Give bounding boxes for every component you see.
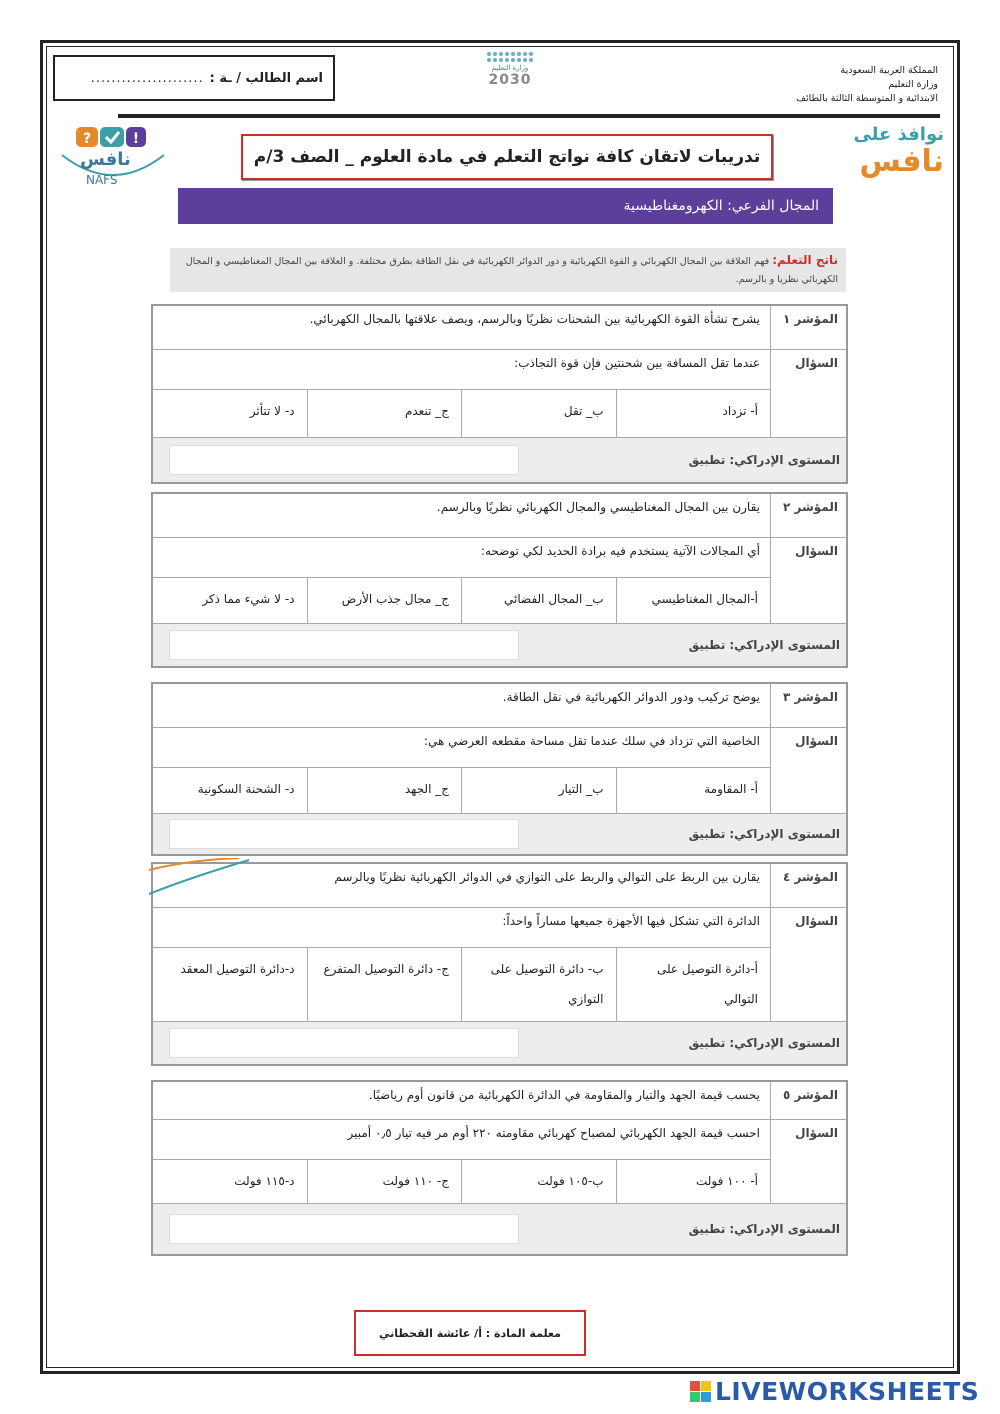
choice-c[interactable]: ج- ١١٠ فولت: [307, 1160, 462, 1203]
cognitive-level-row: [153, 438, 846, 482]
choice-d[interactable]: د- لا تتأثر: [249, 404, 295, 418]
answer-input[interactable]: [169, 630, 519, 660]
student-name-label: اسم الطالب / ـة :: [209, 70, 323, 86]
question-text: الدائرة التي تشكل فيها الأجهزة جميعها مساراً واحداً:: [153, 908, 770, 948]
svg-text:?: ?: [82, 131, 92, 147]
learning-outcome-text: فهم العلاقة بين المجال الكهربائي و القوة الكهربائية و دور الدوائر الكهربائية في نقل الطاقة بطرق مختلفة. و العلاقة بين المجال المغناطيسي و المجال الكهربائي نظريا و بالرسم.: [185, 256, 838, 285]
indicator-block-5: [151, 1080, 848, 1256]
indicator-label: المؤشر ٥: [770, 1082, 846, 1119]
answer-input[interactable]: [169, 819, 519, 849]
choice-b[interactable]: ب-١٠٥ فولت: [461, 1160, 616, 1203]
indicator-text: يشرح نشأة القوة الكهربائية بين الشحنات نظريًا وبالرسم، ويصف علاقتها بالمجال الكهربائي.: [309, 312, 760, 326]
cognitive-level-value: تطبيق: [688, 638, 726, 652]
indicator-label: المؤشر ٢: [770, 494, 846, 537]
cognitive-level-row: [153, 1204, 846, 1254]
choice-b[interactable]: ب_ المجال الفضائي: [461, 578, 616, 623]
question-text: احسب قيمة الجهد الكهربائي لمصباح كهربائي مقاومته ٢٢٠ أوم مر فيه تيار ٠٫٥ أمبير: [153, 1120, 770, 1160]
cognitive-level-label: المستوى الإدراكي:: [729, 827, 840, 841]
indicator-label: المؤشر ٣: [770, 684, 846, 727]
question-label: السؤال: [770, 908, 846, 1021]
nawafeth-logo-line1: نوافذ على: [853, 124, 944, 145]
choice-b[interactable]: ب_ التيار: [461, 768, 616, 813]
nafs-logo: [58, 125, 168, 191]
indicator-text: يقارن بين الربط على التوالي والربط على التوازي في الدوائر الكهربائية نظريًا وبالرسم: [334, 870, 760, 884]
indicator-label: المؤشر ١: [770, 306, 846, 349]
decorative-swoosh-icon: [149, 858, 259, 898]
cognitive-level-row: [153, 1022, 846, 1064]
choice-b[interactable]: ب_ تقل: [461, 390, 616, 437]
cognitive-level-value: تطبيق: [688, 1222, 726, 1236]
cognitive-level-row: [153, 814, 846, 854]
question-label: السؤال: [770, 728, 846, 813]
indicator-text: يحسب قيمة الجهد والتيار والمقاومة في الدائرة الكهربائية من قانون أوم رياضيًا.: [368, 1088, 760, 1102]
choice-b[interactable]: ب- دائرة التوصيل على التوازي: [461, 948, 616, 1021]
question-text: أي المجالات الآتية يستخدم فيه برادة الحديد لكي توضحه:: [153, 538, 770, 578]
student-name-box[interactable]: [53, 55, 335, 101]
liveworksheets-brand: LIVEWORKSHEETS: [715, 1376, 980, 1406]
indicator-block-3: [151, 682, 848, 856]
ministry-line-3: الابتدائية و المتوسطة الثالثة بالطائف: [796, 93, 938, 104]
choice-a[interactable]: أ- ١٠٠ فولت: [616, 1160, 771, 1203]
choice-a[interactable]: أ- المقاومة: [616, 768, 771, 813]
ministry-logo-dots: [462, 52, 558, 62]
choice-d[interactable]: د-دائرة التوصيل المعقد: [180, 962, 295, 976]
vision-2030-text: 2030: [488, 72, 532, 88]
choice-d[interactable]: د- الشحنة السكونية: [197, 782, 295, 796]
ministry-logo-text: وزارة التعليم: [491, 64, 529, 72]
choice-a[interactable]: أ-دائرة التوصيل على التوالي: [616, 948, 771, 1021]
choice-d[interactable]: د- لا شيء مما ذكر: [202, 592, 295, 606]
cognitive-level-label: المستوى الإدراكي:: [729, 638, 840, 652]
cognitive-level-label: المستوى الإدراكي:: [729, 453, 840, 467]
answer-input[interactable]: [169, 445, 519, 475]
ministry-line-2: وزارة التعليم: [888, 79, 938, 90]
question-text: الخاصية التي تزداد في سلك عندما تقل مساحة مقطعه العرضي هي:: [153, 728, 770, 768]
subdomain-bar: المجال الفرعي: الكهرومغناطيسية: [178, 188, 833, 224]
choice-d[interactable]: د-١١٥ فولت: [234, 1174, 295, 1188]
nawafeth-nafs-logo: [834, 124, 944, 190]
choice-c[interactable]: ج_ تنعدم: [307, 390, 462, 437]
choice-a[interactable]: أ- تزداد: [616, 390, 771, 437]
cognitive-level-row: [153, 624, 846, 666]
indicator-text: يوضح تركيب ودور الدوائر الكهربائية في نقل الطاقة.: [502, 690, 760, 704]
question-label: السؤال: [770, 350, 846, 437]
student-name-dots: ......................: [90, 70, 204, 86]
learning-outcome-label: ناتج التعلم:: [772, 253, 838, 267]
indicator-block-1: [151, 304, 848, 484]
ministry-line-1: المملكة العربية السعودية: [840, 65, 938, 76]
ministry-header-text: [738, 64, 938, 106]
indicator-block-4: [151, 862, 848, 1066]
nafs-logo-english: NAFS: [86, 173, 118, 187]
svg-text:!: !: [132, 131, 140, 147]
indicator-text: يقارن بين المجال المغناطيسي والمجال الكهربائي نظريًا وبالرسم.: [436, 500, 760, 514]
choice-a[interactable]: أ-المجال المغناطيسي: [616, 578, 771, 623]
indicator-label: المؤشر ٤: [770, 864, 846, 907]
choice-c[interactable]: ج- دائرة التوصيل المتفرع: [307, 948, 462, 1021]
ministry-vision-logo: [462, 52, 558, 102]
nawafeth-logo-line2: نافس: [859, 144, 944, 179]
answer-input[interactable]: [169, 1028, 519, 1058]
question-text: عندما تقل المسافة بين شحنتين فإن قوة التجاذب:: [153, 350, 770, 390]
question-label: السؤال: [770, 1120, 846, 1203]
indicator-block-2: [151, 492, 848, 668]
cognitive-level-label: المستوى الإدراكي:: [729, 1036, 840, 1050]
liveworksheets-squares-icon: [690, 1381, 711, 1402]
learning-outcome: [170, 248, 846, 292]
choice-c[interactable]: ج_ مجال جذب الأرض: [307, 578, 462, 623]
cognitive-level-value: تطبيق: [688, 827, 726, 841]
answer-input[interactable]: [169, 1214, 519, 1244]
cognitive-level-value: تطبيق: [688, 453, 726, 467]
nafs-logo-arabic: نافس: [80, 149, 131, 170]
header-divider: [118, 114, 940, 118]
cognitive-level-label: المستوى الإدراكي:: [729, 1222, 840, 1236]
worksheet-title: تدريبات لاتقان كافة نواتج التعلم في مادة العلوم _ الصف 3/م: [241, 134, 773, 180]
choice-c[interactable]: ج_ الجهد: [307, 768, 462, 813]
teacher-signature-box: معلمة المادة : أ/ عائشة القحطاني: [354, 1310, 586, 1356]
cognitive-level-value: تطبيق: [688, 1036, 726, 1050]
question-label: السؤال: [770, 538, 846, 623]
liveworksheets-logo: [690, 1376, 979, 1406]
